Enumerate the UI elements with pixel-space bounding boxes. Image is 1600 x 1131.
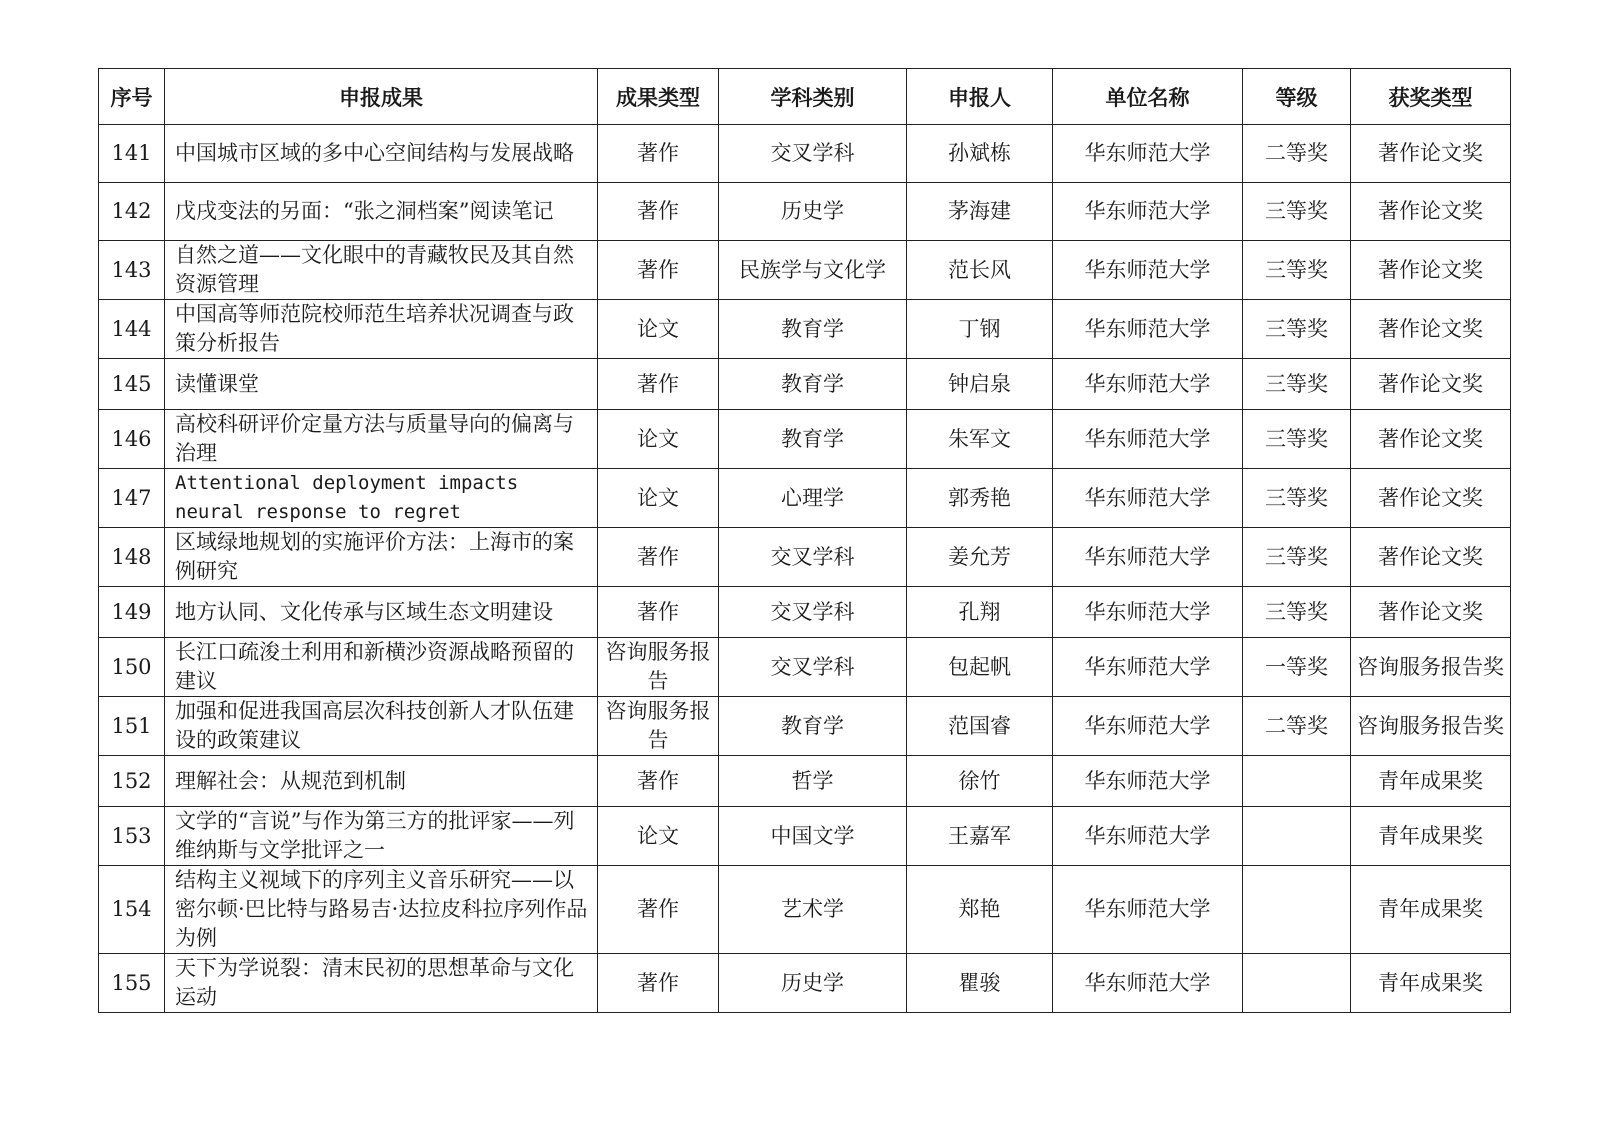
cell-index: 153 — [99, 807, 165, 866]
table-row — [99, 469, 1511, 528]
cell-grade: 二等奖 — [1243, 125, 1351, 183]
cell-achievement: Attentional deployment impacts neural response to regret — [165, 469, 598, 528]
cell-index: 155 — [99, 954, 165, 1013]
header-unit: 单位名称 — [1053, 69, 1243, 125]
cell-result-type: 咨询服务报告 — [598, 697, 719, 756]
cell-discipline: 历史学 — [719, 954, 907, 1013]
cell-index: 141 — [99, 125, 165, 183]
table-row — [99, 638, 1511, 697]
header-result-type: 成果类型 — [598, 69, 719, 125]
cell-result-type: 论文 — [598, 469, 719, 528]
cell-award-type: 著作论文奖 — [1351, 359, 1511, 410]
cell-achievement: 天下为学说裂：清末民初的思想革命与文化运动 — [165, 954, 598, 1013]
cell-unit: 华东师范大学 — [1053, 183, 1243, 241]
table-row — [99, 756, 1511, 807]
cell-applicant: 范长风 — [907, 241, 1053, 300]
cell-unit: 华东师范大学 — [1053, 359, 1243, 410]
header-applicant: 申报人 — [907, 69, 1053, 125]
cell-award-type: 著作论文奖 — [1351, 410, 1511, 469]
cell-award-type: 著作论文奖 — [1351, 528, 1511, 587]
cell-grade: 三等奖 — [1243, 469, 1351, 528]
cell-applicant: 钟启泉 — [907, 359, 1053, 410]
cell-applicant: 丁钢 — [907, 300, 1053, 359]
cell-grade — [1243, 954, 1351, 1013]
cell-result-type: 著作 — [598, 125, 719, 183]
cell-applicant: 孙斌栋 — [907, 125, 1053, 183]
cell-grade: 三等奖 — [1243, 410, 1351, 469]
cell-index: 148 — [99, 528, 165, 587]
cell-achievement: 区域绿地规划的实施评价方法：上海市的案例研究 — [165, 528, 598, 587]
cell-index: 154 — [99, 866, 165, 954]
cell-discipline: 教育学 — [719, 300, 907, 359]
cell-result-type: 咨询服务报告 — [598, 638, 719, 697]
cell-applicant: 茅海建 — [907, 183, 1053, 241]
cell-award-type: 著作论文奖 — [1351, 241, 1511, 300]
cell-award-type: 著作论文奖 — [1351, 587, 1511, 638]
cell-achievement: 中国城市区域的多中心空间结构与发展战略 — [165, 125, 598, 183]
cell-applicant: 徐竹 — [907, 756, 1053, 807]
cell-discipline: 交叉学科 — [719, 528, 907, 587]
cell-award-type: 著作论文奖 — [1351, 125, 1511, 183]
cell-discipline: 心理学 — [719, 469, 907, 528]
cell-discipline: 交叉学科 — [719, 125, 907, 183]
table-row — [99, 697, 1511, 756]
cell-award-type: 著作论文奖 — [1351, 183, 1511, 241]
cell-index: 150 — [99, 638, 165, 697]
table-row — [99, 954, 1511, 1013]
cell-discipline: 中国文学 — [719, 807, 907, 866]
cell-unit: 华东师范大学 — [1053, 300, 1243, 359]
cell-applicant: 郑艳 — [907, 866, 1053, 954]
cell-applicant: 孔翔 — [907, 587, 1053, 638]
table-row — [99, 866, 1511, 954]
cell-award-type: 青年成果奖 — [1351, 807, 1511, 866]
awards-table — [98, 68, 1511, 1013]
cell-result-type: 论文 — [598, 410, 719, 469]
cell-applicant: 郭秀艳 — [907, 469, 1053, 528]
cell-unit: 华东师范大学 — [1053, 587, 1243, 638]
cell-grade: 三等奖 — [1243, 587, 1351, 638]
cell-achievement: 理解社会：从规范到机制 — [165, 756, 598, 807]
cell-grade: 三等奖 — [1243, 300, 1351, 359]
cell-grade: 三等奖 — [1243, 183, 1351, 241]
cell-discipline: 教育学 — [719, 697, 907, 756]
cell-unit: 华东师范大学 — [1053, 469, 1243, 528]
table-row — [99, 410, 1511, 469]
cell-index: 147 — [99, 469, 165, 528]
cell-achievement: 加强和促进我国高层次科技创新人才队伍建设的政策建议 — [165, 697, 598, 756]
cell-unit: 华东师范大学 — [1053, 866, 1243, 954]
cell-award-type: 青年成果奖 — [1351, 866, 1511, 954]
table-row — [99, 359, 1511, 410]
cell-discipline: 教育学 — [719, 359, 907, 410]
cell-unit: 华东师范大学 — [1053, 756, 1243, 807]
cell-applicant: 朱军文 — [907, 410, 1053, 469]
cell-achievement: 长江口疏浚土利用和新横沙资源战略预留的建议 — [165, 638, 598, 697]
cell-unit: 华东师范大学 — [1053, 241, 1243, 300]
cell-unit: 华东师范大学 — [1053, 638, 1243, 697]
cell-discipline: 历史学 — [719, 183, 907, 241]
cell-achievement: 戊戌变法的另面：“张之洞档案”阅读笔记 — [165, 183, 598, 241]
cell-index: 151 — [99, 697, 165, 756]
cell-result-type: 著作 — [598, 954, 719, 1013]
header-grade: 等级 — [1243, 69, 1351, 125]
header-award-type: 获奖类型 — [1351, 69, 1511, 125]
cell-achievement: 地方认同、文化传承与区域生态文明建设 — [165, 587, 598, 638]
cell-result-type: 著作 — [598, 359, 719, 410]
cell-achievement: 读懂课堂 — [165, 359, 598, 410]
cell-result-type: 论文 — [598, 807, 719, 866]
cell-index: 152 — [99, 756, 165, 807]
cell-achievement: 文学的“言说”与作为第三方的批评家——列维纳斯与文学批评之一 — [165, 807, 598, 866]
cell-grade: 三等奖 — [1243, 359, 1351, 410]
cell-award-type: 咨询服务报告奖 — [1351, 697, 1511, 756]
cell-applicant: 包起帆 — [907, 638, 1053, 697]
cell-achievement: 高校科研评价定量方法与质量导向的偏离与治理 — [165, 410, 598, 469]
cell-achievement: 自然之道——文化眼中的青藏牧民及其自然资源管理 — [165, 241, 598, 300]
cell-index: 149 — [99, 587, 165, 638]
cell-grade — [1243, 756, 1351, 807]
cell-award-type: 青年成果奖 — [1351, 954, 1511, 1013]
cell-result-type: 著作 — [598, 587, 719, 638]
cell-award-type: 青年成果奖 — [1351, 756, 1511, 807]
cell-award-type: 著作论文奖 — [1351, 300, 1511, 359]
cell-result-type: 著作 — [598, 528, 719, 587]
cell-applicant: 王嘉军 — [907, 807, 1053, 866]
cell-discipline: 交叉学科 — [719, 587, 907, 638]
cell-result-type: 著作 — [598, 183, 719, 241]
table-row — [99, 528, 1511, 587]
cell-grade — [1243, 807, 1351, 866]
cell-index: 145 — [99, 359, 165, 410]
cell-grade: 三等奖 — [1243, 528, 1351, 587]
cell-discipline: 艺术学 — [719, 866, 907, 954]
cell-unit: 华东师范大学 — [1053, 954, 1243, 1013]
cell-unit: 华东师范大学 — [1053, 125, 1243, 183]
table-row — [99, 241, 1511, 300]
cell-discipline: 教育学 — [719, 410, 907, 469]
cell-achievement: 中国高等师范院校师范生培养状况调查与政策分析报告 — [165, 300, 598, 359]
cell-discipline: 民族学与文化学 — [719, 241, 907, 300]
table-row — [99, 807, 1511, 866]
cell-applicant: 范国睿 — [907, 697, 1053, 756]
cell-result-type: 论文 — [598, 300, 719, 359]
cell-award-type: 著作论文奖 — [1351, 469, 1511, 528]
cell-grade: 三等奖 — [1243, 241, 1351, 300]
cell-unit: 华东师范大学 — [1053, 807, 1243, 866]
header-discipline: 学科类别 — [719, 69, 907, 125]
cell-index: 142 — [99, 183, 165, 241]
cell-index: 144 — [99, 300, 165, 359]
cell-unit: 华东师范大学 — [1053, 410, 1243, 469]
table-row — [99, 183, 1511, 241]
cell-discipline: 交叉学科 — [719, 638, 907, 697]
header-index: 序号 — [99, 69, 165, 125]
table-row — [99, 125, 1511, 183]
cell-award-type: 咨询服务报告奖 — [1351, 638, 1511, 697]
cell-discipline: 哲学 — [719, 756, 907, 807]
table-row — [99, 587, 1511, 638]
cell-applicant: 姜允芳 — [907, 528, 1053, 587]
cell-grade: 一等奖 — [1243, 638, 1351, 697]
cell-index: 146 — [99, 410, 165, 469]
cell-applicant: 瞿骏 — [907, 954, 1053, 1013]
cell-unit: 华东师范大学 — [1053, 528, 1243, 587]
cell-result-type: 著作 — [598, 756, 719, 807]
cell-achievement: 结构主义视域下的序列主义音乐研究——以密尔顿·巴比特与路易吉·达拉皮科拉序列作品为例 — [165, 866, 598, 954]
cell-grade: 二等奖 — [1243, 697, 1351, 756]
header-row — [99, 69, 1511, 125]
cell-index: 143 — [99, 241, 165, 300]
cell-result-type: 著作 — [598, 241, 719, 300]
cell-grade — [1243, 866, 1351, 954]
cell-unit: 华东师范大学 — [1053, 697, 1243, 756]
header-achievement: 申报成果 — [165, 69, 598, 125]
table-row — [99, 300, 1511, 359]
cell-result-type: 著作 — [598, 866, 719, 954]
